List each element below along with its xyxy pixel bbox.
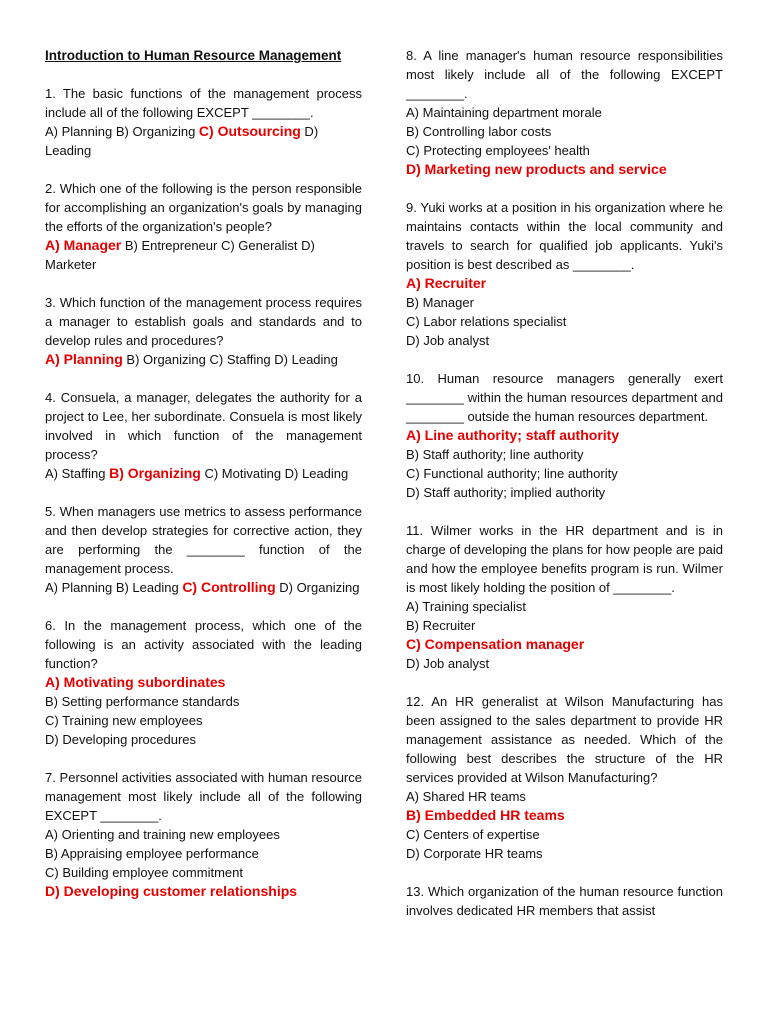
correct-answer-option: B) Organizing	[109, 465, 201, 481]
answer-option: B) Appraising employee performance	[45, 846, 259, 861]
correct-answer-option: C) Compensation manager	[406, 636, 585, 652]
answer-option: B) Setting performance standards	[45, 694, 240, 709]
correct-answer-option: A) Planning	[45, 351, 123, 367]
question	[45, 293, 362, 369]
question-stem: 2. Which one of the following is the person responsible for accomplishing an organization's goals by managing the efforts of the organization's people?	[45, 181, 362, 234]
answer-option: B) Staff authority; line authority	[406, 447, 584, 462]
answer-option: D) Leading	[45, 124, 322, 158]
correct-answer-option: D) Marketing new products and service	[406, 161, 667, 177]
question	[406, 198, 723, 350]
answer-options	[45, 464, 362, 483]
document-title: Introduction to Human Resource Management	[45, 48, 342, 63]
answer-option: C) Motivating D) Leading	[200, 466, 349, 481]
answer-option: C) Training new employees	[45, 713, 203, 728]
question	[406, 882, 723, 920]
correct-answer-option: D) Developing customer relationships	[45, 883, 298, 899]
question	[45, 616, 362, 749]
question	[45, 502, 362, 597]
answer-options	[406, 597, 723, 673]
answer-options	[406, 426, 723, 502]
answer-option: A) Planning	[45, 124, 116, 139]
answer-option: D) Organizing	[275, 580, 360, 595]
answer-option: A) Planning B) Leading	[45, 580, 183, 595]
answer-options	[45, 350, 362, 369]
answer-options	[45, 578, 362, 597]
answer-option: D) Job analyst	[406, 333, 490, 348]
answer-option: A) Shared HR teams	[406, 789, 526, 804]
answer-options	[406, 787, 723, 863]
answer-option: C) Functional authority; line authority	[406, 466, 618, 481]
question-stem: 13. Which organization of the human resource function involves dedicated HR members that assist	[406, 884, 723, 918]
question	[45, 768, 362, 901]
correct-answer-option: A) Manager	[45, 237, 122, 253]
question-stem: 11. Wilmer works in the HR department and is in charge of developing the plans for how people are paid and how the employee benefits program is run. Wilmer is most likely holding the position of ________.	[406, 523, 723, 595]
answer-option: A) Staffing	[45, 466, 110, 481]
answer-option: B) Manager	[406, 295, 474, 310]
answer-options	[406, 103, 723, 179]
answer-option: B) Controlling labor costs	[406, 124, 552, 139]
question-stem: 5. When managers use metrics to assess performance and then develop strategies for corrective action, they are performing the ________ function of the management process.	[45, 504, 362, 576]
question-stem: 7. Personnel activities associated with human resource management most likely include all of the following EXCEPT ________.	[45, 770, 362, 823]
left-column	[45, 46, 362, 920]
answer-option: D) Job analyst	[406, 656, 490, 671]
correct-answer-option: C) Controlling	[182, 579, 276, 595]
question-stem: 12. An HR generalist at Wilson Manufacturing has been assigned to the sales department to provide HR management assistance as needed. Which of the following best describes the structure of the HR services provided at Wilson Manufacturing?	[406, 694, 723, 785]
answer-option: D) Developing procedures	[45, 732, 197, 747]
answer-option: C) Protecting employees' health	[406, 143, 590, 158]
question	[45, 84, 362, 160]
answer-option: D) Corporate HR teams	[406, 846, 543, 861]
answer-option: C) Centers of expertise	[406, 827, 540, 842]
question	[406, 369, 723, 502]
question-stem: 3. Which function of the management process requires a manager to establish goals and standards and to develop rules and procedures?	[45, 295, 362, 348]
answer-option: A) Orienting and training new employees	[45, 827, 280, 842]
answer-options	[45, 673, 362, 749]
question-stem: 9. Yuki works at a position in his organization where he maintains contacts within the local community and travels to search for qualified job applicants. Yuki's position is best described as ________.	[406, 200, 723, 272]
correct-answer-option: A) Line authority; staff authority	[406, 427, 620, 443]
correct-answer-option: C) Outsourcing	[198, 123, 301, 139]
question-stem: 10. Human resource managers generally exert ________ within the human resources department and ________ outside the human resources department.	[406, 371, 723, 424]
correct-answer-option: B) Embedded HR teams	[406, 807, 565, 823]
question-stem: 4. Consuela, a manager, delegates the authority for a project to Lee, her subordinate. Consuela is most likely involved in which function of the management process?	[45, 390, 362, 462]
answer-options	[45, 236, 362, 274]
question	[45, 179, 362, 274]
answer-options	[406, 274, 723, 350]
question-list-left	[45, 84, 362, 901]
answer-option: C) Building employee commitment	[45, 865, 243, 880]
question-stem: 8. A line manager's human resource responsibilities most likely include all of the following EXCEPT ________.	[406, 48, 723, 101]
answer-option: A) Maintaining department morale	[406, 105, 602, 120]
question	[406, 521, 723, 673]
correct-answer-option: A) Recruiter	[406, 275, 487, 291]
answer-option: D) Staff authority; implied authority	[406, 485, 606, 500]
answer-option: A) Training specialist	[406, 599, 526, 614]
answer-options	[45, 825, 362, 901]
answer-option: B) Organizing	[115, 124, 199, 139]
answer-option: C) Labor relations specialist	[406, 314, 567, 329]
answer-option: B) Entrepreneur C) Generalist D) Marketer	[45, 238, 319, 272]
right-column	[406, 46, 723, 939]
question	[406, 46, 723, 179]
question-stem: 1. The basic functions of the management process include all of the following EXCEPT ________.	[45, 86, 362, 120]
correct-answer-option: A) Motivating subordinates	[45, 674, 226, 690]
answer-options	[45, 122, 362, 160]
question-list-right	[406, 46, 723, 920]
answer-option: B) Organizing C) Staffing D) Leading	[122, 352, 338, 367]
answer-option: B) Recruiter	[406, 618, 476, 633]
question	[406, 692, 723, 863]
question	[45, 388, 362, 483]
question-stem: 6. In the management process, which one of the following is an activity associated with the leading function?	[45, 618, 362, 671]
